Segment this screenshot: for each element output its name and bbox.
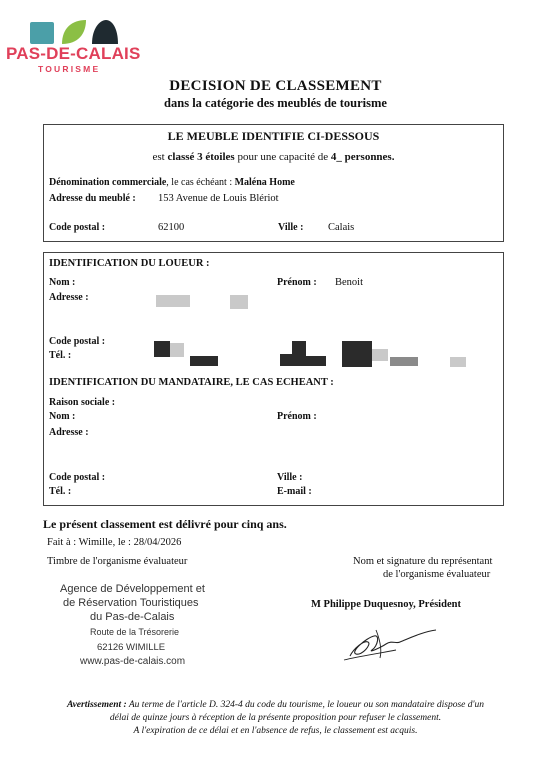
ville-mandataire-label: Ville : [277, 472, 303, 483]
redacted-block [306, 356, 326, 366]
class-mid: pour une capacité de [237, 151, 329, 163]
redacted-block [292, 341, 306, 366]
adresse-meuble-value: 153 Avenue de Louis Blériot [158, 193, 279, 204]
code-postal-value: 62100 [158, 222, 185, 233]
validity-statement: Le présent classement est délivré pour cinq ans. [43, 517, 287, 531]
signature-label-2: de l'organisme évaluateur [383, 569, 491, 580]
handwritten-signature-icon [340, 620, 440, 664]
warning-text-1: Au terme de l'article D. 324-4 du code du tourisme, le loueur ou son mandataire dispose d'un [128, 700, 485, 710]
code-postal-label: Code postal : [49, 222, 106, 233]
adresse-mandataire-label: Adresse : [49, 427, 89, 438]
denomination-note: , le cas échéant : [166, 177, 233, 188]
document-subtitle: dans la catégorie des meublés de tourisme [164, 96, 387, 110]
classement-line: est classé 3 étoiles pour une capacité de 4_ personnes. [152, 151, 395, 163]
nom-label: Nom : [49, 277, 76, 288]
redacted-block [230, 295, 248, 309]
stamp-line-6: www.pas-de-calais.com [80, 656, 186, 667]
ville-value: Calais [328, 222, 355, 233]
nom-mandataire-label: Nom : [49, 411, 76, 422]
tel-mandataire-label: Tél. : [49, 486, 72, 497]
meuble-box [43, 124, 504, 242]
prenom-value: Benoit [335, 277, 363, 288]
document-title: DECISION DE CLASSEMENT [169, 78, 382, 94]
ville-label: Ville : [278, 222, 304, 233]
class-label: classé 3 étoiles [167, 151, 235, 163]
redacted-block [450, 357, 466, 367]
pas-de-calais-logo-icon [28, 14, 118, 48]
warning-line-2: délai de quinze jours à réception de la présente proposition pour refuser le classement. [109, 713, 442, 723]
denomination-label: Dénomination commerciale [49, 177, 167, 188]
denomination-line [49, 177, 295, 188]
redacted-block [154, 341, 170, 357]
email-mandataire-label: E-mail : [277, 486, 312, 497]
warning-line-3: A l'expiration de ce délai et en l'absence de refus, le classement est acquis. [133, 726, 418, 736]
warning-label: Avertissement : [66, 700, 127, 710]
redacted-block [372, 349, 388, 361]
warning-line-1 [0, 700, 551, 710]
loueur-heading: IDENTIFICATION DU LOUEUR : [49, 258, 210, 269]
tel-loueur-label: Tél. : [49, 350, 72, 361]
timbre-label: Timbre de l'organisme évaluateur [47, 556, 188, 567]
redacted-block [342, 341, 372, 367]
meuble-heading: LE MEUBLE IDENTIFIE CI-DESSOUS [167, 129, 380, 143]
raison-sociale-label: Raison sociale : [49, 397, 116, 408]
fait-a: Fait à : Wimille, le : 28/04/2026 [47, 537, 182, 548]
stamp-line-4: Route de la Trésorerie [90, 627, 180, 637]
prenom-mandataire-label: Prénom : [277, 411, 317, 422]
code-postal-loueur-label: Code postal : [49, 336, 106, 347]
identification-box [43, 252, 504, 506]
stamp-line-3: du Pas-de-Calais [90, 611, 175, 623]
redacted-block [190, 356, 218, 366]
code-postal-mandataire-label: Code postal : [49, 472, 106, 483]
redacted-block [170, 343, 184, 357]
class-pre: est [152, 151, 165, 163]
adresse-label: Adresse : [49, 292, 89, 303]
adresse-meuble-label: Adresse du meublé : [49, 193, 136, 204]
stamp-line-1: Agence de Développement et [60, 583, 205, 595]
stamp-line-2: de Réservation Touristiques [63, 597, 199, 609]
stamp-line-5: 62126 WIMILLE [97, 642, 166, 653]
redacted-block [280, 354, 292, 366]
logo-subtitle: TOURISME [38, 64, 101, 74]
logo-wordmark: PAS-DE-CALAIS [6, 44, 141, 63]
capacity-value: 4 [330, 151, 337, 163]
signatory-name: M Philippe Duquesnoy, Président [311, 599, 461, 610]
mandataire-heading: IDENTIFICATION DU MANDATAIRE, LE CAS ECHEANT : [49, 377, 334, 388]
class-post: personnes. [344, 151, 395, 163]
prenom-label: Prénom : [277, 277, 317, 288]
redacted-block [390, 357, 418, 366]
denomination-value: Maléna Home [234, 177, 295, 188]
redacted-block [156, 295, 190, 307]
signature-label-1: Nom et signature du représentant [353, 556, 493, 567]
